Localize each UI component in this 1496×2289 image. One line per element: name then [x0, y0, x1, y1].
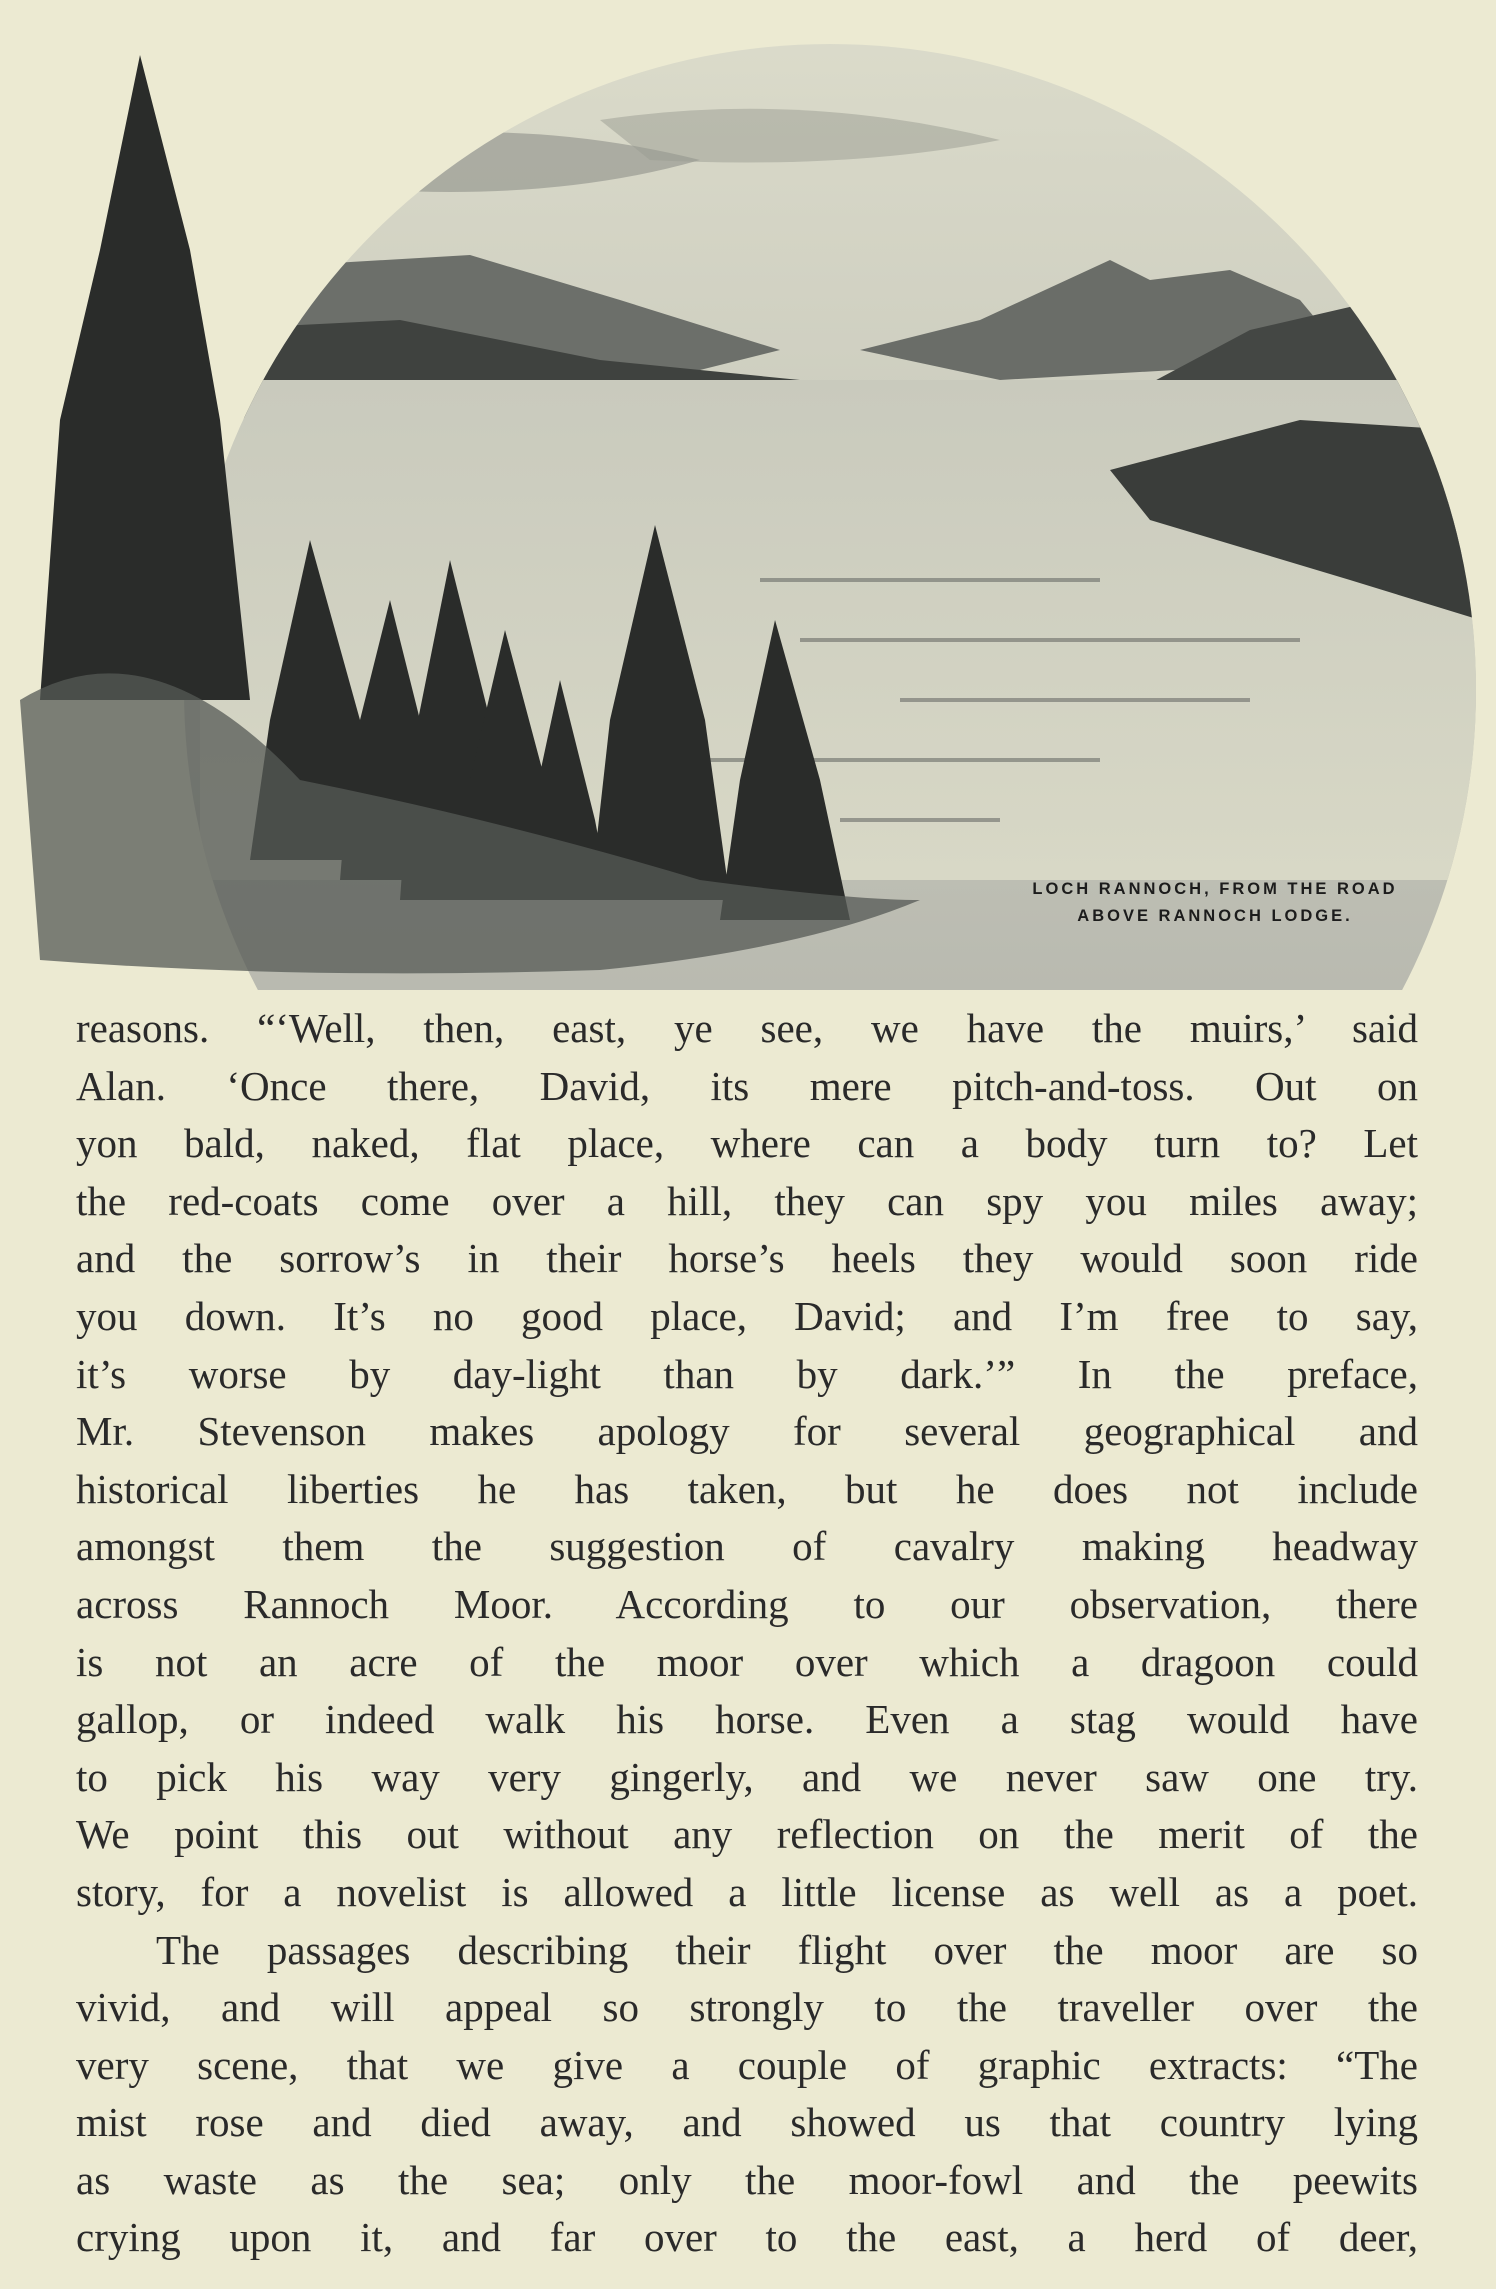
text-line: as waste as the sea; only the moor-fowl and the peewits	[76, 2156, 1418, 2203]
text-line: and the sorrow’s in their horse’s heels they would soon ride	[76, 1235, 1418, 1282]
body-text	[76, 1000, 1418, 2267]
illustration-caption	[960, 876, 1470, 930]
loch-rannoch-illustration	[0, 0, 1496, 990]
text-line: crying upon it, and far over to the east, a herd of deer,	[76, 2214, 1418, 2261]
text-line: Alan. ‘Once there, David, its mere pitch-and-toss. Out on	[76, 1062, 1418, 1109]
text-line: gallop, or indeed walk his horse. Even a stag would have	[76, 1696, 1418, 1743]
text-line: story, for a novelist is allowed a little license as well as a poet.	[76, 1868, 1418, 1915]
text-line: reasons. “‘Well, then, east, ye see, we have the muirs,’ said	[76, 1005, 1418, 1051]
text-line: amongst them the suggestion of cavalry making headway	[76, 1523, 1418, 1570]
text-line: is not an acre of the moor over which a dragoon could	[76, 1638, 1418, 1685]
text-line: yon bald, naked, flat place, where can a body turn to? Let	[76, 1120, 1418, 1167]
text-line: historical liberties he has taken, but he does not include	[76, 1465, 1418, 1512]
text-line: it’s worse by day-light than by dark.’” In the preface,	[76, 1350, 1418, 1397]
text-line: vivid, and will appeal so strongly to the traveller over the	[76, 1984, 1418, 2031]
caption-line-2: ABOVE RANNOCH LODGE.	[1077, 907, 1353, 925]
text-line: to pick his way very gingerly, and we never saw one try.	[76, 1753, 1418, 1800]
text-line: Mr. Stevenson makes apology for several geographical and	[76, 1408, 1418, 1455]
text-line: very scene, that we give a couple of graphic extracts: “The	[76, 2041, 1418, 2088]
text-line: mist rose and died away, and showed us that country lying	[76, 2099, 1418, 2146]
text-line: you down. It’s no good place, David; and I’m free to say,	[76, 1292, 1418, 1339]
text-line: We point this out without any reflection on the merit of the	[76, 1811, 1418, 1858]
text-line: across Rannoch Moor. According to our observation, there	[76, 1580, 1418, 1627]
caption-line-1: LOCH RANNOCH, FROM THE ROAD	[1032, 880, 1398, 898]
text-line-paragraph-start: The passages describing their flight over the moor are so	[156, 1926, 1418, 1973]
text-line: the red-coats come over a hill, they can spy you miles away;	[76, 1177, 1418, 1224]
